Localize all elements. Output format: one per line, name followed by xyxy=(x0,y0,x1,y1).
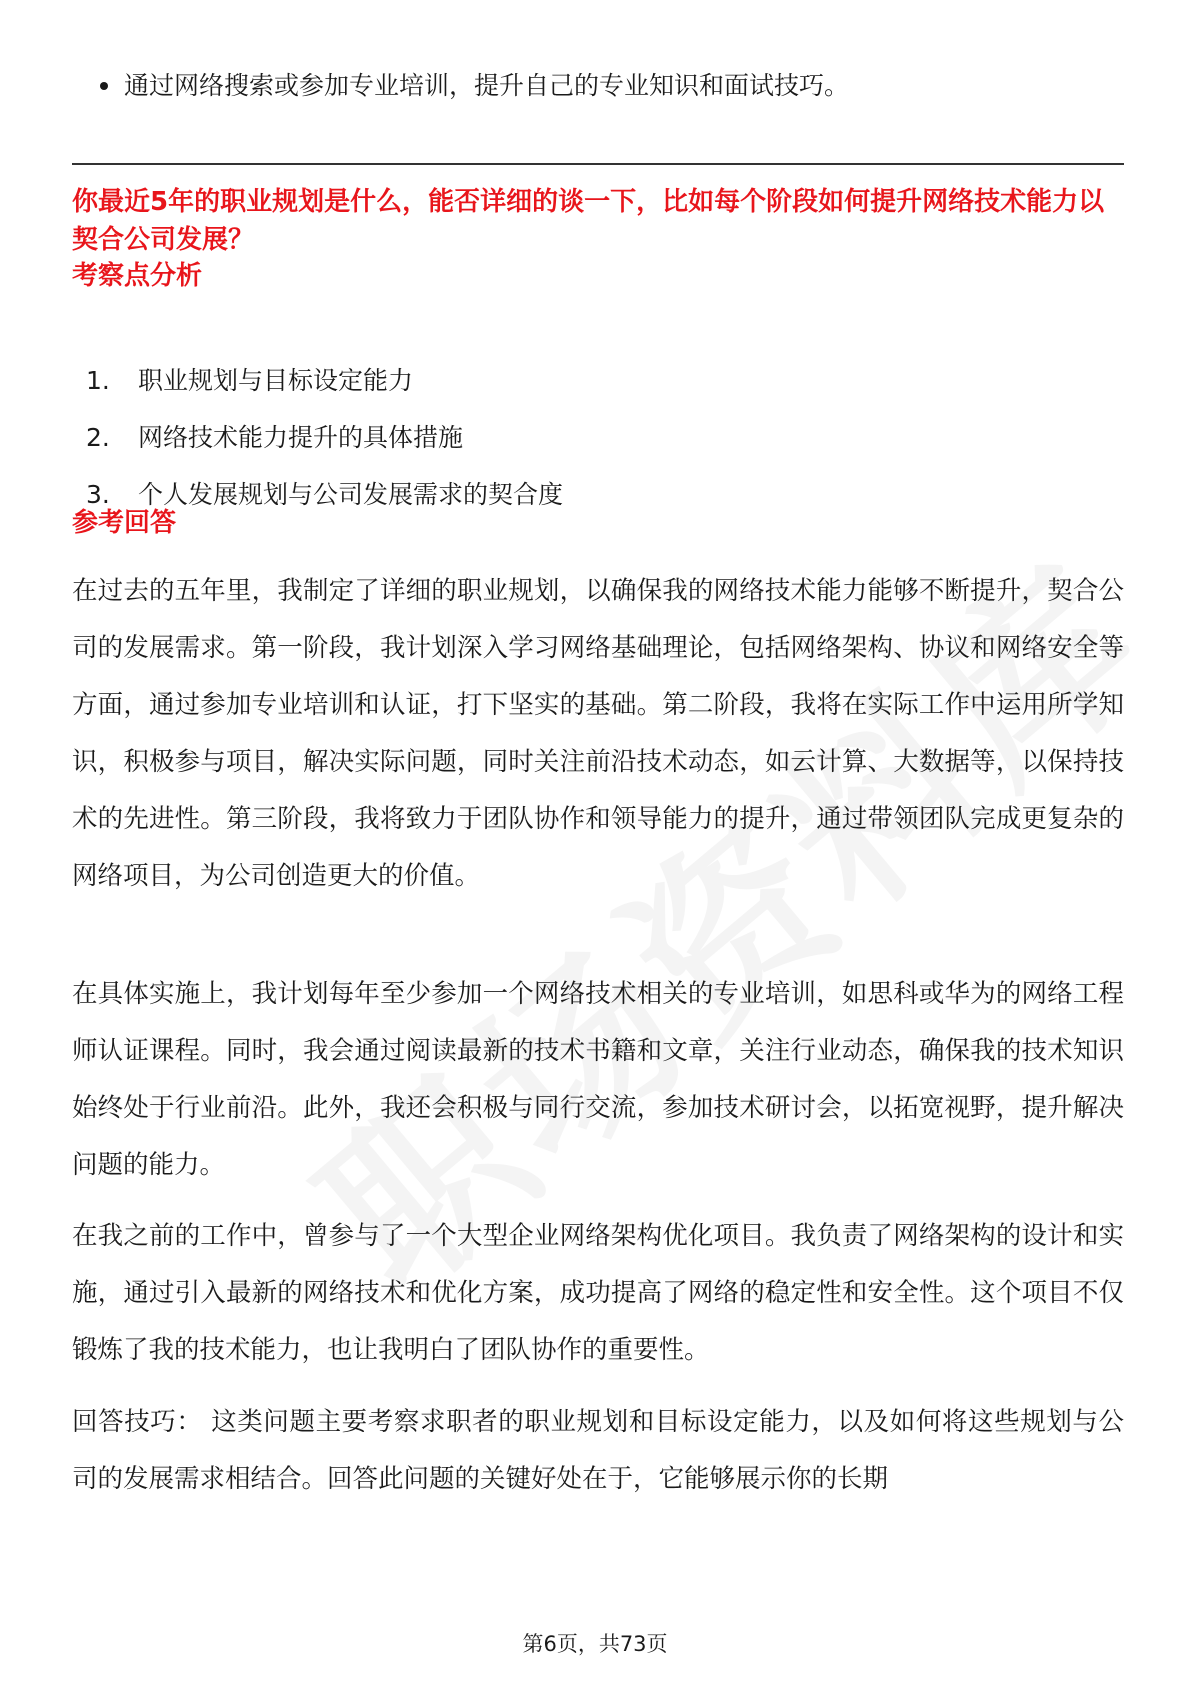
list-item xyxy=(72,352,1124,409)
list-item xyxy=(72,466,1124,523)
answer-paragraph: 在过去的五年里，我制定了详细的职业规划，以确保我的网络技术能力能够不断提升，契合公司的发展需求。第一阶段，我计划深入学习网络基础理论，包括网络架构、协议和网络安全等方面，通过参加专业培训和认证，打下坚实的基础。第二阶段，我将在实际工作中运用所学知识，积极参与项目，解决实际问题，同时关注前沿技术动态，如云计算、大数据等，以保持技术的先进性。第三阶段，我将致力于团队协作和领导能力的提升，通过带领团队完成更复杂的网络项目，为公司创造更大的价值。 xyxy=(72,576,1124,891)
interview-question: 你最近5年的职业规划是什么，能否详细的谈一下，比如每个阶段如何提升网络技术能力以契合公司发展？ xyxy=(72,187,1105,255)
list-item-text: 网络技术能力提升的具体措施 xyxy=(138,423,464,452)
answer-paragraph: 在我之前的工作中，曾参与了一个大型企业网络架构优化项目。我负责了网络架构的设计和实施，通过引入最新的网络技术和优化方案，成功提高了网络的稳定性和安全性。这个项目不仅锻炼了我的技术能力，也让我明白了团队协作的重要性。 xyxy=(72,1221,1124,1365)
list-item-number: 3. xyxy=(86,480,110,509)
analysis-list xyxy=(72,352,1124,523)
list-item xyxy=(72,409,1124,466)
bullet-item-text: 通过网络搜索或参加专业培训，提升自己的专业知识和面试技巧。 xyxy=(124,71,850,100)
analysis-heading: 考察点分析 xyxy=(72,261,203,291)
bullet-item xyxy=(72,66,1122,106)
answer-tip-paragraph: 回答技巧： 这类问题主要考察求职者的职业规划和目标设定能力，以及如何将这些规划与公司的发展需求相结合。回答此问题的关键好处在于，它能够展示你的长期 xyxy=(72,1407,1124,1494)
list-item-text: 个人发展规划与公司发展需求的契合度 xyxy=(138,480,564,509)
bullet-dot-icon xyxy=(100,82,108,90)
list-item-number: 2. xyxy=(86,423,110,452)
answer-heading: 参考回答 xyxy=(72,508,177,538)
answer-paragraph: 在具体实施上，我计划每年至少参加一个网络技术相关的专业培训，如思科或华为的网络工程师认证课程。同时，我会通过阅读最新的技术书籍和文章，关注行业动态，确保我的技术知识始终处于行业前沿。此外，我还会积极与同行交流，参加技术研讨会，以拓宽视野，提升解决问题的能力。 xyxy=(72,979,1124,1180)
page-number-footer: 第6页，共73页 xyxy=(522,1632,668,1656)
list-item-text: 职业规划与目标设定能力 xyxy=(138,366,414,395)
section-divider xyxy=(72,163,1124,165)
list-item-number: 1. xyxy=(86,366,110,395)
